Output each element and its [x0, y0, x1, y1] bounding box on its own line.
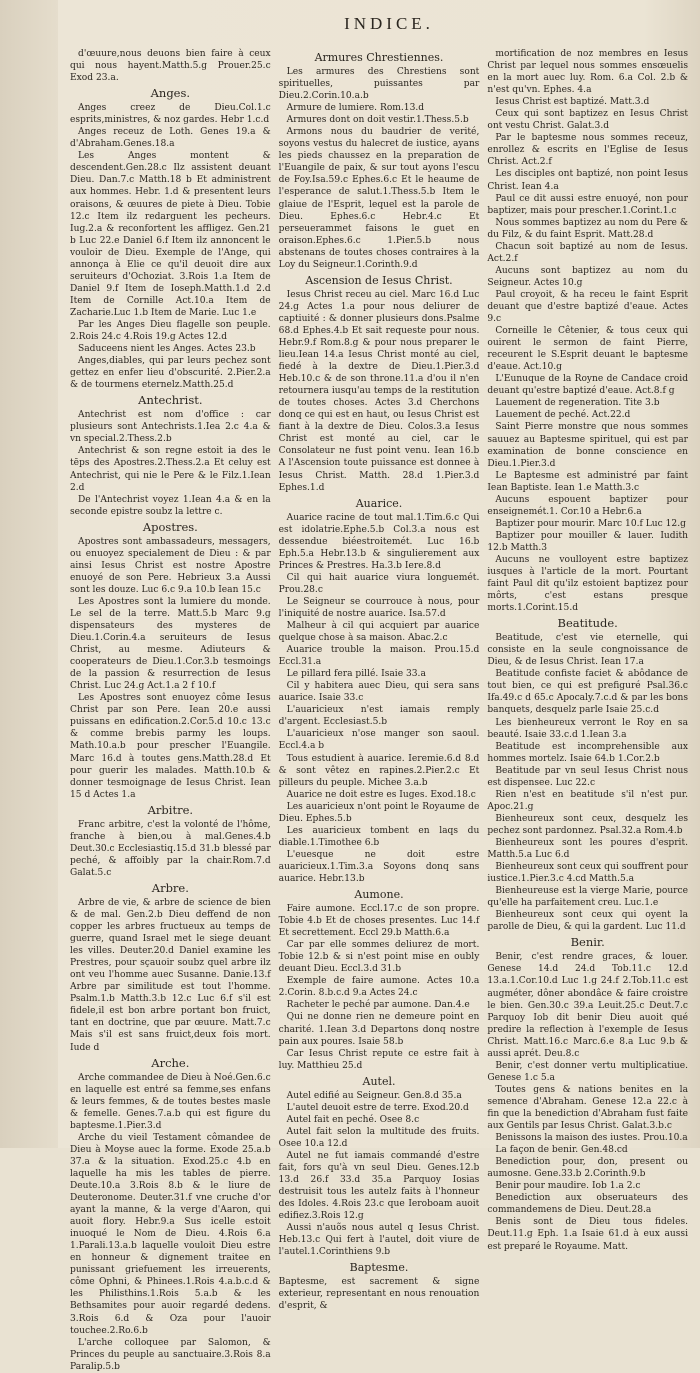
index-entry: Chacun soit baptizé au nom de Iesus. Act.2.f — [487, 241, 689, 264]
index-entry: Faire aumone. Eccl.17.c de son propre. Tobie 4.b Et de choses presentes. Luc 14.f Et secrettement. Eccl 29.b Matth.6.a — [278, 904, 480, 939]
page-header: INDICE. — [344, 14, 434, 33]
index-entry: Aussi n'auõs nous autel q Iesus Christ. Heb.13.c Qui fert à l'autel, doit viure de l'autel.1.Corinthiens 9.b — [278, 1223, 480, 1258]
index-entry: Les Apostres sont enuoyez côme Iesus Christ par son Pere. Iean 20.e aussi puissans en edification.2.Cor.5.d 10.c 13.c & comme brebis parmy les loups. Math.10.a.b pour prescher l'Euangile. Marc 16.d à toutes gens.Matth.28.d Et pour guerir les malades. Matth.10.b & donner tesmoignage de Iesus Christ. Iean 15 d Actes 1.a — [70, 693, 271, 800]
index-entry: Benissons la maison des iustes. Prou.10.a — [495, 1133, 688, 1144]
index-entry: Les bienheureux verront le Roy en sa beauté. Isaie 33.c.d 1.Iean 3.a — [487, 717, 689, 740]
index-entry: Les Anges montent & descendent.Gen.28.c Ilz assistent deuant Dieu. Dan.7.c Matth.18 b Et administrent aux hommes. Hebr. 1.d & presentent leurs oraisons, & œuures de piete à Dieu. Tobie 12.c Item ilz redarguent les pecheurs. Iug.2.a & reconfortent les affligez. Gen.21 b Luc 22.e Daniel 6.f Item ilz annoncent le vouloir de Dieu. Exemple de l'Ange, qui annonça à Elie ce qu'il deuoit dire aux seruiteurs d'Ochoziat. 3.Rois 1.a Item de Daniel 9.f Item de Ioseph.Matth.1.d 2.d Item de Cornille Act.10.a Item de Zacharie.Luc 1.b Item de Marie. Luc 1.e — [70, 151, 271, 318]
index-entry: L'autel deuoit estre de terre. Exod.20.d — [286, 1102, 469, 1113]
index-entry: Ceux qui sont baptizez en Iesus Christ ont vestu Christ. Galat.3.d — [487, 109, 689, 132]
index-entry: Benir, c'est rendre graces, & louer. Genese 14.d 24.d Tob.11.c 12.d 13.a.1.Cor.10.d Luc 1.g 24.f 2.Tob.11.c est augméter, dôner abondâce & faire croistre le bien. Gen.30.c 39.a Leuit.25.c Deut.7.c Parquoy Iob dit benir Dieu auoit qué predire la reflection à l'exemple de Iesus Christ. Matt.16.c Marc.6.e 8.a Luc 9.b & aussi aprét. Deu.8.c — [487, 952, 689, 1059]
index-entry: Car par elle sommes deliurez de mort. Tobie 12.b & si n'est point mise en oubly deuant Dieu. Eccl.3.d 31.b — [278, 940, 480, 975]
index-entry: mortification de noz membres en Iesus Christ par lequel nous sommes ensœuelis en la mort auec luy. Rom. 6.a Col. 2.b & n'est qu'vn. Ephes. 4.a — [487, 49, 689, 96]
index-entry: Arche commandee de Dieu à Noé.Gen.6.c en laquelle est entré sa femme,ses enfans & leurs femmes, & de toutes bestes masle & femelle. Genes.7.a.b qui est figure du baptesme.1.Pier.3.d — [70, 1072, 271, 1131]
index-entry: Beatitude confiste faciet & abôdance de tout bien, ce qui est prefiguré Psal.36.c Ifa.49.c d 65.c Apocaly.7.c.d & par les bons banquets, desquelz parle Isaie 25.c.d — [487, 669, 689, 716]
index-entry: L'euesque ne doit estre auaricieux.1.Tim.3.a Soyons donq sans auarice. Hebr.13.b — [278, 849, 480, 884]
index-heading: Antechrist. — [138, 393, 203, 408]
index-entry: Antechrist est nom d'office : car plusieurs sont Antechrists.1.Iea 2.c 4.a & vn special.2.Thess.2.b — [70, 410, 271, 445]
index-entry: Bienheureuse est la vierge Marie, pource qu'elle ha parfaitement creu. Luc.1.e — [487, 886, 689, 909]
index-entry: Benediction pour, don, present ou aumosne. Gene.33.b 2.Corinth.9.b — [487, 1157, 689, 1180]
index-entry: Tous estudient à auarice. Ieremie.6.d 8.d & sont vêtez en rapines.2.Pier.2.c Et pilleurs du peuple. Michee 3.a.b — [278, 753, 480, 788]
index-entry: Benir pour maudire. Iob 1.a 2.c — [495, 1181, 641, 1192]
index-heading: Arche. — [151, 1055, 190, 1070]
column-middle — [278, 48, 480, 1312]
index-entry: Le Baptesme est administré par faint Iean Baptiste. Iean 1.e Matth.3.c — [487, 470, 689, 493]
index-entry: De l'Antechrist voyez 1.Iean 4.a & en la seconde epistre soubz la lettre c. — [70, 494, 271, 517]
index-entry: Les disciples ont baptizé, non point Iesus Christ. Iean 4.a — [487, 169, 689, 192]
index-entry: Baptesme, est sacrement & signe exterieur, representant en nous renouation d'esprit, & — [278, 1277, 480, 1312]
index-entry: Corneille le Cêtenier, & tous ceux qui ouirent le sermon de faint Pierre, receurent le S.Esprit deuant le baptesme d'eaue. Act.10.g — [487, 326, 689, 373]
index-heading: Beatitude. — [557, 616, 618, 631]
index-entry: Exemple de faire aumone. Actes 10.a 2.Corin. 8.b.c.d 9.a Actes 24.c — [278, 976, 480, 999]
index-entry: Cil y habitera auec Dieu, qui sera sans auarice. Isaie 33.c — [278, 681, 480, 704]
index-entry: Par les Anges Dieu flagelle son peuple. 2.Rois 24.c 4.Rois 19.g Actes 12.d — [70, 319, 271, 343]
index-heading: Anges. — [150, 86, 191, 101]
index-entry: Bienheureux sont les poures d'esprit. Matth.5.a Luc 6.d — [487, 838, 689, 861]
index-heading: Arbre. — [151, 880, 189, 895]
index-entry: Iesus Christ est baptizé. Matt.3.d — [495, 97, 650, 108]
index-entry: L'auaricieux n'ose manger son saoul. Eccl.4.a b — [278, 729, 480, 752]
index-entry: Iesus Christ receu au ciel. Marc 16.d Luc 24.g Actes 1.a pour nous deliurer de captiuité : & donner plusieurs dons.Psalme 68.d Ephes.4.b Et sait requeste pour nous. Hebr.9.f Rom.8.g & pour nous preparer le lieu.Iean 14.a Iesus Christ monté au ciel, fiedé à la dextre de Dieu.1.Pier.3.d Heb.10.c & de son throne.11.a d'ou il n'en retournera iusqu'au temps de la restitution de toutes choses. Actes 3.d Cherchons donq ce qui est en haut, ou Iesus Christ est fiant à la dextre de Dieu. Colos.3.a Iesus Christ est monté au ciel, car le Consolateur ne fust point venu. Iean 16.b A l'Ascension toute puissance est donnee à Iesus Christ. Matth. 28.d 1.Pier.3.d Ephes.1.d — [278, 289, 480, 493]
index-entry: Lauement de regeneration. Tite 3.b — [495, 398, 660, 409]
index-entry: Baptizer pour mourir. Marc 10.f Luc 12.g — [495, 518, 686, 529]
index-entry: Qui ne donne rien ne demeure point en charité. 1.Iean 3.d Departons donq nostre pain aux poures. Isaie 58.b — [278, 1012, 480, 1047]
index-entry: Auarice trouble la maison. Prou.15.d Eccl.31.a — [278, 645, 480, 668]
index-entry: Apostres sont ambassadeurs, messagers, ou enuoyez specialement de Dieu : & par ainsi Iesus Christ est nostre Apostre enuoyé de son Pere. Hebrieux 3.a Aussi sont les douze. Luc 6.c 9.a 10.b Iean 15.c — [70, 536, 271, 595]
index-heading: Autel. — [362, 1074, 396, 1088]
index-entry: Par le baptesme nous sommes receuz, enrollez & escrits en l'Eglise de Iesus Christ. Act.2.f — [487, 133, 689, 168]
index-entry: Le pillard fera pillé. Isaie 33.a — [286, 669, 426, 680]
index-entry: Toutes gens & nations benites en la semence d'Abraham. Genese 12.a 22.c à fin que la benediction d'Abraham fust faite aux Gentils par Iesus Christ. Galat.3.b.c — [487, 1084, 689, 1132]
index-entry: Lauement de peché. Act.22.d — [495, 410, 631, 421]
index-entry: Aucuns espouent baptizer pour enseignemét.1. Cor.10 a Hebr.6.a — [487, 494, 689, 517]
index-entry: Autel edifié au Seigneur. Gen.8.d 35.a — [286, 1090, 462, 1101]
index-entry: Saint Pierre monstre que nous sommes sauuez au Baptesme spirituel, qui est par examination de bonne conscience en Dieu.1.Pier.3.d — [487, 422, 689, 469]
index-entry: Anges creez de Dieu.Col.1.c esprits,ministres, & noz gardes. Hebr 1.c.d — [70, 103, 271, 126]
index-entry: Antechrist & son regne estoit ia des le tēps des Apostres.2.Thess.2.a Et celuy est Antechrist, qui nie le Pere & le Filz.1.Iean 2.d — [70, 446, 271, 493]
index-entry: Armure de lumiere. Rom.13.d — [286, 103, 425, 114]
index-entry: Saduceens nient les Anges. Actes 23.b — [78, 344, 256, 355]
index-entry: Benir, c'est donner vertu multiplicatiue. Genese 1.c 5.a — [487, 1060, 689, 1083]
index-entry: Cil qui hait auarice viura longuemét. Prou.28.c — [278, 572, 480, 595]
index-entry: Auarice ne doit estre es Iuges. Exod.18.c — [286, 789, 476, 800]
index-heading: Arbitre. — [147, 802, 194, 817]
index-entry: Paul croyoit, & ha receu le faint Esprit deuant que d'estre baptizé d'eaue. Actes 9.c — [487, 289, 689, 325]
index-entry: Autel ne fut iamais commandé d'estre fait, fors qu'à vn seul Dieu. Genes.12.b 13.d 26.f 33.d 35.a Parquoy Iosias destruisit tous les autelz faits à l'honneur des Idoles. 4.Rois 23.c que Ieroboam auoit edifiez.3.Rois 12.g — [278, 1150, 480, 1222]
index-entry: Bienheureux sont ceux qui oyent la parolle de Dieu, & qui la gardent. Luc 11.d — [487, 910, 689, 933]
index-entry: Beatitude, c'est vie eternelle, qui consiste en la seule congnoissance de Dieu, & de Iesus Christ. Iean 17.a — [487, 633, 689, 668]
index-entry: Anges,diables, qui par leurs pechez sont gettez en enfer lieu d'obscurité. 2.Pier.2.a & de tourmens eternelz.Matth.25.d — [70, 356, 271, 391]
index-entry: Anges receuz de Loth. Genes 19.a & d'Abraham.Genes.18.a — [70, 127, 271, 150]
column-left — [70, 48, 271, 1372]
index-entry: Auarice racine de tout mal.1.Tim.6.c Qui est idolatrie.Ephe.5.b Col.3.a nous est dessendue biéestroitemét. Luc 16.b Eph.5.a Hebr.13.b & singulierement aux Princes & Prestres. Ha.3.b Iere.8.d — [278, 512, 480, 571]
index-entry: Malheur à cil qui acquiert par auarice quelque chose à sa maison. Abac.2.c — [278, 621, 480, 644]
index-heading: Benir. — [570, 935, 605, 950]
index-heading: Apostres. — [142, 519, 198, 534]
index-entry: Les auaricieux n'ont point le Royaume de Dieu. Ephes.5.b — [278, 801, 480, 824]
index-entry: Benediction aux obseruateurs des commandemens de Dieu. Deut.28.a — [487, 1193, 689, 1216]
index-columns — [70, 48, 689, 1372]
index-heading: Aumone. — [354, 888, 404, 902]
index-entry: Bienheureux sont ceux qui souffrent pour iustice.1.Pier.3.c 4.cd Matth.5.a — [487, 862, 689, 885]
index-entry: Arbre de vie, & arbre de science de bien & de mal. Gen.2.b Dieu deffend de non copper les arbres fructueux au temps de guerre, quand Israel met le siege deuant les villes. Deuter.20.d Daniel examine les Prestres, pour sçauoir soubz quel arbre ilz ont veu l'homme auec Susanne. Danie.13.f Arbre par similitude est tout l'homme. Psalm.1.b Matth.3.b 12.c Luc 6.f s'il est fidele,il est bon arbre portant bon fruict, tant en doctrine, que par œuure. Matt.7.c Mais s'il est sans fruict,deux fois mort. Iude d — [70, 897, 271, 1053]
index-entry: Aucuns ne voulloyent estre baptizez iusques à l'article de la mort. Pourtant faint Paul dit qu'ilz estoient baptizez pour môrts, c'est estans presque morts.1.Corint.15.d — [487, 554, 689, 614]
index-entry: Autel fait en peché. Osee 8.c — [286, 1114, 420, 1125]
index-entry: Franc arbitre, c'est la volonté de l'hôme, franche à bien,ou à mal.Genes.4.b Deut.30.c Ecclesiastiq.15.d 31.b blessé par peché, & affoibly par la chair.Rom.7.d Galat.5.c — [70, 819, 271, 878]
index-entry: Baptizer pour mouiller & lauer. Iudith 12.b Matth.3 — [487, 530, 689, 553]
index-entry: L'arche colloquee par Salomon, & Princes du peuple au sanctuaire.3.Rois 8.a Paralip.5.b — [70, 1337, 271, 1372]
index-entry: Car Iesus Christ repute ce estre fait à luy. Matthieu 25.d — [278, 1048, 480, 1071]
index-entry: Aucuns sont baptizez au nom du Seigneur. Actes 10.g — [487, 265, 689, 288]
index-entry: La façon de benir. Gen.48.cd — [495, 1145, 628, 1156]
index-entry: Rien n'est en beatitude s'il n'est pur. Apoc.21.g — [487, 789, 689, 812]
index-heading: Armures Chrestiennes. — [314, 51, 444, 64]
index-entry: Les Apostres sont la lumiere du monde. Le sel de la terre. Matt.5.b Marc 9.g dispensateurs des mysteres de Dieu.1.Corin.4.a seruiteurs de Iesus Christ, au mesme. Adiuteurs & cooperateurs de Dieu.1.Cor.3.b tesmoings de la passion & resurrection de Iesus Christ. Luc 24.g Act.1.a 2 f 10.f — [70, 596, 271, 692]
index-entry: Beatitude est incomprehensible aux hommes mortelz. Isaie 64.b 1.Cor.2.b — [487, 741, 689, 764]
index-heading: Ascension de Iesus Christ. — [305, 273, 453, 287]
index-entry: Les auaricieux tombent en laqs du diable.1.Timothee 6.b — [278, 825, 480, 848]
index-entry: Les armures des Chrestiens sont spirituelles, puissantes par Dieu.2.Corin.10.a.b — [278, 67, 480, 102]
column-right — [487, 48, 689, 1252]
index-entry: L'Eunuque de la Royne de Candace croid deuant qu'estre baptizé d'eaue. Act.8.f g — [487, 374, 689, 397]
index-entry: d'œuure,nous deuons bien faire à ceux qui nous hayent.Matth.5.g Prouer.25.c Exod 23.a. — [70, 49, 271, 84]
index-entry: Nous sommes baptizez au nom du Pere & du Filz, & du faint Esprit. Matt.28.d — [487, 217, 689, 240]
index-entry: Autel fait selon la multitude des fruits. Osee 10.a 12.d — [278, 1126, 480, 1149]
index-heading: Baptesme. — [349, 1261, 409, 1275]
index-entry: Le Seigneur se courrouce à nous, pour l'iniquité de nostre auarice. Isa.57.d — [278, 596, 480, 619]
index-entry: Paul ce dit aussi estre enuoyé, non pour baptizer, mais pour prescher.1.Corint.1.c — [487, 193, 689, 216]
index-entry: Arche du vieil Testament cômandee de Dieu à Moyse auec la forme. Exode 25.a.b 37.a & la situation. Exod.25.c 4.b en laquelle ha mis les tables de pierre. Deute.10.a 3.Rois 8.b & le liure de Deuteronome. Deuter.31.f vne cruche d'or ayant la manne, & la verge d'Aaron, qui auoit flory. Hebr.9.a Sus icelle estoit inuoqué le Nom de Dieu. 4.Rois 6.a 1.Parali.13.a.b laquelle vouloit Dieu estre en honneur & dignement traitee en punissant griefuement les irreuerents, côme Ophni, & Phinees.1.Rois 4.a.b.c.d & les Philisthins.1.Rois 5.a.b & les Bethsamites pour auoir regardé dedens. 3.Rois 6.d & Oza pour l'auoir touchee.2.Ro.6.b — [70, 1132, 271, 1336]
index-entry: Benis sont de Dieu tous fideles. Deut.11.g Eph. 1.a Isaie 61.d à eux aussi est preparé le Royaume. Matt. — [487, 1217, 689, 1252]
index-entry: Beatitude par vn seul Iesus Christ nous est dispensee. Luc 22.c — [487, 765, 689, 788]
index-entry: L'auaricieux n'est iamais remply d'argent. Ecclesiast.5.b — [278, 705, 480, 728]
index-entry: Bienheureux sont ceux, desquelz les pechez sont pardonnez. Psal.32.a Rom.4.b — [487, 813, 689, 836]
index-entry: Racheter le peché par aumone. Dan.4.e — [286, 1000, 470, 1011]
index-entry: Armons nous du baudrier de verité, soyons vestus du halecret de iustice, ayans les pieds chaussez en la preparation de l'Euangile de paix, & sur tout ayons l'escu de Foy.Isa.59.c Ephes.6.c Et le heaume de l'esperance de salut.1.Thess.5.b Item le glaiue de l'Esprit, lequel est la parole de Dieu. Ephes.6.c Hebr.4.c Et perseuerammet faisons le guet en oraison.Ephes.6.c 1.Pier.5.b nous abstenans de toutes choses contraires à la Loy du Seigneur.1.Corinth.9.d — [278, 127, 480, 270]
index-heading: Auarice. — [355, 496, 403, 510]
index-entry: Armures dont on doit vestir.1.Thess.5.b — [286, 115, 469, 126]
